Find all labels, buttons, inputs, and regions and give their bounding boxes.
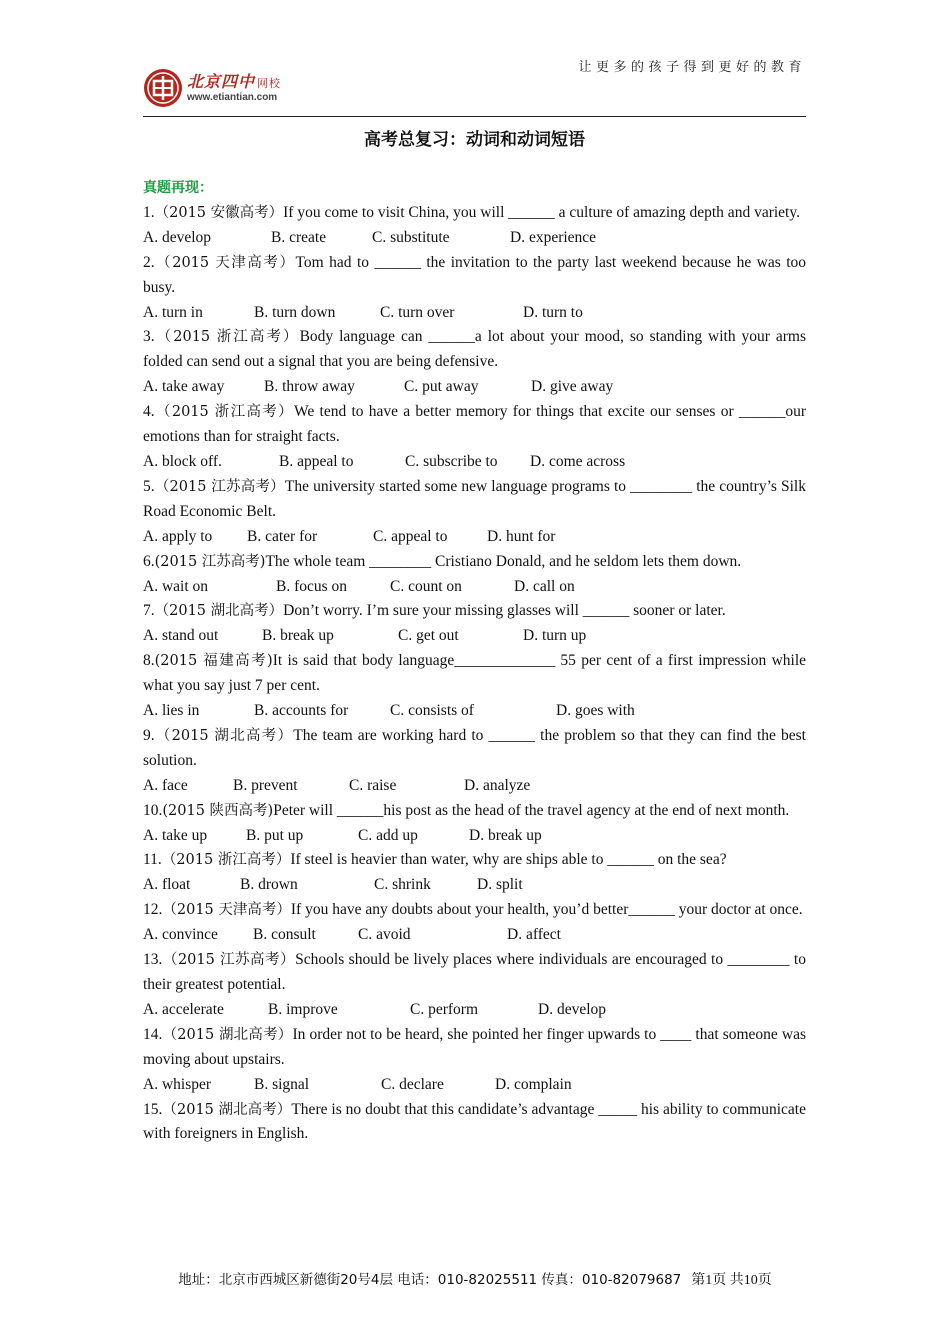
option-a: A. apply to [143,527,213,545]
option-a: A. turn in [143,303,203,321]
option-b: B. throw away [264,378,355,396]
page-title: 高考总复习：动词和动词短语 [364,130,585,150]
question-number: 9. [143,726,155,744]
option-c: C. appeal to [373,527,448,545]
option-c: C. count on [390,577,462,595]
options-row [143,873,806,898]
school-logo [143,68,281,108]
question-source: （2015 浙江高考） [161,852,291,869]
question-number: 12. [143,901,163,919]
question-9 [143,724,806,774]
question-stem: In order not to be heard, she pointed her finger upwards to ____ that someone was moving about upstairs. [143,1025,806,1068]
question-stem: Tom had to ______ the invitation to the party last weekend because he was too busy. [143,253,807,296]
option-c: C. shrink [374,876,431,894]
question-source: (2015 陕西高考) [162,802,274,819]
option-b: B. prevent [233,776,298,794]
option-c: C. put away [404,378,479,396]
section-label: 真题再现： [143,180,213,196]
option-a: A. whisper [143,1075,212,1093]
question-7 [143,599,806,624]
question-6 [143,550,806,575]
option-a: A. convince [143,926,218,944]
question-stem: The whole team ________ Cristiano Donald, and he seldom lets them down. [265,552,742,570]
page-header [143,50,806,117]
question-11 [143,848,806,873]
option-b: B. drown [240,876,298,894]
option-c: C. consists of [390,702,474,720]
question-1 [143,201,806,226]
option-b: B. consult [253,926,316,944]
question-number: 5. [143,477,155,495]
question-3 [143,325,806,375]
option-d: D. develop [538,1000,607,1018]
option-b: B. accounts for [254,702,349,720]
option-d: D. goes with [556,702,635,720]
options-row [143,450,806,475]
option-c: C. avoid [358,926,411,944]
option-c: C. turn over [380,303,455,321]
options-row [143,824,806,849]
question-source: （2015 安徽高考） [154,204,284,221]
options-row [143,575,806,600]
option-d: D. experience [510,228,597,246]
option-c: C. raise [349,776,397,794]
question-number: 2. [143,253,155,271]
question-number: 13. [143,951,163,969]
option-b: B. improve [268,1000,338,1018]
question-12 [143,898,806,923]
question-number: 1. [143,203,155,221]
logo-sub: 网校 [257,76,282,90]
question-stem: Body language can ______a lot about your mood, so standing with your arms folded can send out a signal that you are being defensive. [143,328,806,371]
option-c: C. perform [410,1000,479,1018]
question-15 [143,1098,806,1148]
option-d: D. call on [514,577,575,595]
option-d: D. split [477,876,523,894]
options-row [143,1073,806,1098]
question-number: 15. [143,1100,163,1118]
question-4 [143,400,806,450]
question-stem: Don’t worry. I’m sure your missing glasses will ______ sooner or later. [283,602,726,620]
options-row [143,226,806,251]
question-source: （2015 湖北高考） [162,1101,292,1118]
option-d: D. turn up [523,627,587,645]
option-d: D. hunt for [487,527,556,545]
option-a: A. block off. [143,452,222,470]
question-number: 7. [143,602,155,620]
question-list [143,201,806,1147]
option-d: D. come across [530,452,626,470]
question-source: （2015 浙江高考） [154,404,295,421]
option-c: C. add up [358,826,418,844]
option-a: A. face [143,776,188,794]
option-a: A. float [143,876,191,894]
option-d: D. turn to [523,303,583,321]
option-a: A. lies in [143,702,200,720]
question-2 [143,251,806,301]
question-number: 3. [143,328,155,346]
question-stem: If you have any doubts about your health, you’d better______ your doctor at once. [290,901,803,919]
options-row [143,624,806,649]
question-source: （2015 天津高考） [154,254,296,271]
option-b: B. break up [262,627,334,645]
question-source: (2015 福建高考) [154,653,273,670]
option-c: C. declare [381,1075,444,1093]
option-c: C. substitute [372,228,450,246]
question-10 [143,799,806,824]
question-source: （2015 天津高考） [162,902,291,919]
option-d: D. affect [507,926,561,944]
question-stem: If steel is heavier than water, why are ships able to ______ on the sea? [290,851,727,869]
question-source: （2015 江苏高考） [154,478,285,495]
question-stem: There is no doubt that this candidate’s advantage _____ his ability to communicate with foreigners in English. [143,1100,806,1143]
option-d: D. analyze [464,776,531,794]
options-row [143,301,806,326]
question-5 [143,475,806,525]
logo-url: www.etiantian.com [187,91,278,103]
page-footer [0,1268,950,1289]
option-a: A. stand out [143,627,219,645]
option-a: A. take away [143,378,225,396]
option-b: B. create [271,228,327,246]
question-source: (2015 江苏高考) [154,553,266,570]
option-b: B. cater for [247,527,318,545]
slogan: 让更多的孩子得到更好的教育 [578,60,806,75]
option-d: D. give away [531,378,614,396]
question-stem: We tend to have a better memory for things that excite our senses or ______our emotions than for straight facts. [143,403,807,446]
question-number: 10. [143,801,163,819]
question-source: （2015 湖北高考） [154,603,284,620]
question-stem: It is said that body language_____________ 55 per cent of a first impression while what you say just 7 per cent. [143,652,807,695]
options-row [143,699,806,724]
page-number: 第1页 共10页 [691,1273,772,1288]
logo-name: 北京四中 [187,71,256,91]
question-stem: If you come to visit China, you will ______ a culture of amazing depth and variety. [283,203,800,221]
option-a: A. wait on [143,577,209,595]
document-body [143,176,806,1147]
footer-address: 地址：北京市西城区新德街20号4层 电话：010-82025511 传真：010-82079687 [178,1272,682,1288]
options-row [143,923,806,948]
question-14 [143,1023,806,1073]
question-source: （2015 湖北高考） [154,727,294,744]
option-d: D. break up [469,826,542,844]
question-number: 4. [143,403,155,421]
option-a: A. take up [143,826,208,844]
question-8 [143,649,806,699]
option-b: B. appeal to [279,452,354,470]
question-source: （2015 湖北高考） [162,1026,293,1043]
option-b: B. turn down [254,303,336,321]
question-number: 6. [143,552,155,570]
question-source: （2015 江苏高考） [162,952,296,969]
option-b: B. focus on [276,577,348,595]
options-row [143,375,806,400]
question-stem: The university started some new language programs to ________ the country’s Silk Road Economic Belt. [143,477,806,520]
school-emblem-icon [143,68,183,108]
question-stem: Peter will ______his post as the head of the travel agency at the end of next month. [273,801,790,819]
question-number: 8. [143,652,155,670]
question-number: 11. [143,851,162,869]
question-stem: The team are working hard to ______ the problem so that they can find the best solution. [143,726,806,769]
question-13 [143,948,806,998]
option-d: D. complain [495,1075,572,1093]
options-row [143,525,806,550]
question-stem: Schools should be lively places where individuals are encouraged to ________ to their greatest potential. [143,951,806,993]
question-source: （2015 浙江高考） [154,329,300,346]
option-b: B. put up [246,826,304,844]
option-b: B. signal [254,1075,310,1093]
question-number: 14. [143,1025,163,1043]
option-c: C. subscribe to [405,452,498,470]
option-a: A. develop [143,228,212,246]
options-row [143,998,806,1023]
option-c: C. get out [398,627,459,645]
options-row [143,774,806,799]
option-a: A. accelerate [143,1000,224,1018]
